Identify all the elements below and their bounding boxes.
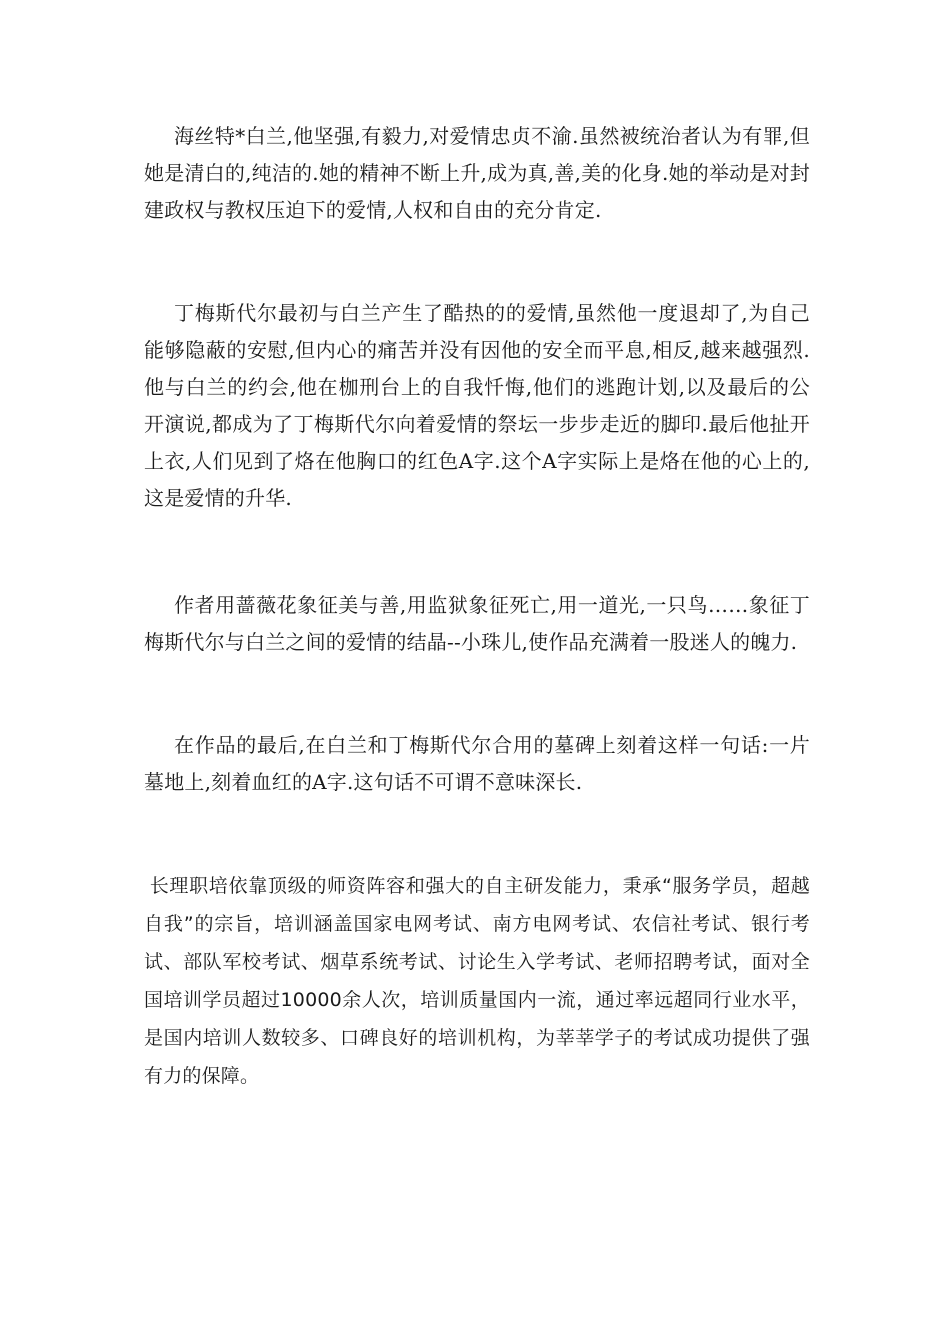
paragraph-training-ad: 长理职培依靠顶级的师资阵容和强大的自主研发能力，秉承“服务学员，超越自我”的宗旨，培训涵盖国家电网考试、南方电网考试、农信社考试、银行考试、部队军校考试、烟草系统考试、讨论生入学考试、老师招聘考试，面对全国培训学员超过10000余人次，培训质量国内一流，通过率远超同行业水平，是国内培训人数较多、口碑良好的培训机构，为莘莘学子的考试成功提供了强有力的保障。 [144,875,810,1087]
paragraph-tombstone: 在作品的最后,在白兰和丁梅斯代尔合用的墓碑上刻着这样一句话:一片墓地上,刻着血红的A字.这句话不可谓不意味深长. [144,733,810,794]
paragraph-hester-prynne: 海丝特*白兰,他坚强,有毅力,对爱情忠贞不渝.虽然被统治者认为有罪,但她是清白的,纯洁的.她的精神不断上升,成为真,善,美的化身.她的举动是对封建政权与教权压迫下的爱情,人权和自由的充分肯定. [144,124,810,222]
paragraph-symbolism: 作者用蔷薇花象征美与善,用监狱象征死亡,用一道光,一只鸟……象征丁梅斯代尔与白兰之间的爱情的结晶--小珠儿,使作品充满着一股迷人的魄力. [144,593,810,654]
paragraph-dimmesdale: 丁梅斯代尔最初与白兰产生了酷热的的爱情,虽然他一度退却了,为自己能够隐蔽的安慰,但内心的痛苦并没有因他的安全而平息,相反,越来越强烈.他与白兰的约会,他在枷刑台上的自我忏悔,他们的逃跑计划,以及最后的公开演说,都成为了丁梅斯代尔向着爱情的祭坛一步步走近的脚印.最后他扯开上衣,人们见到了烙在他胸口的红色A字.这个A字实际上是烙在他的心上的,这是爱情的升华. [144,301,810,510]
